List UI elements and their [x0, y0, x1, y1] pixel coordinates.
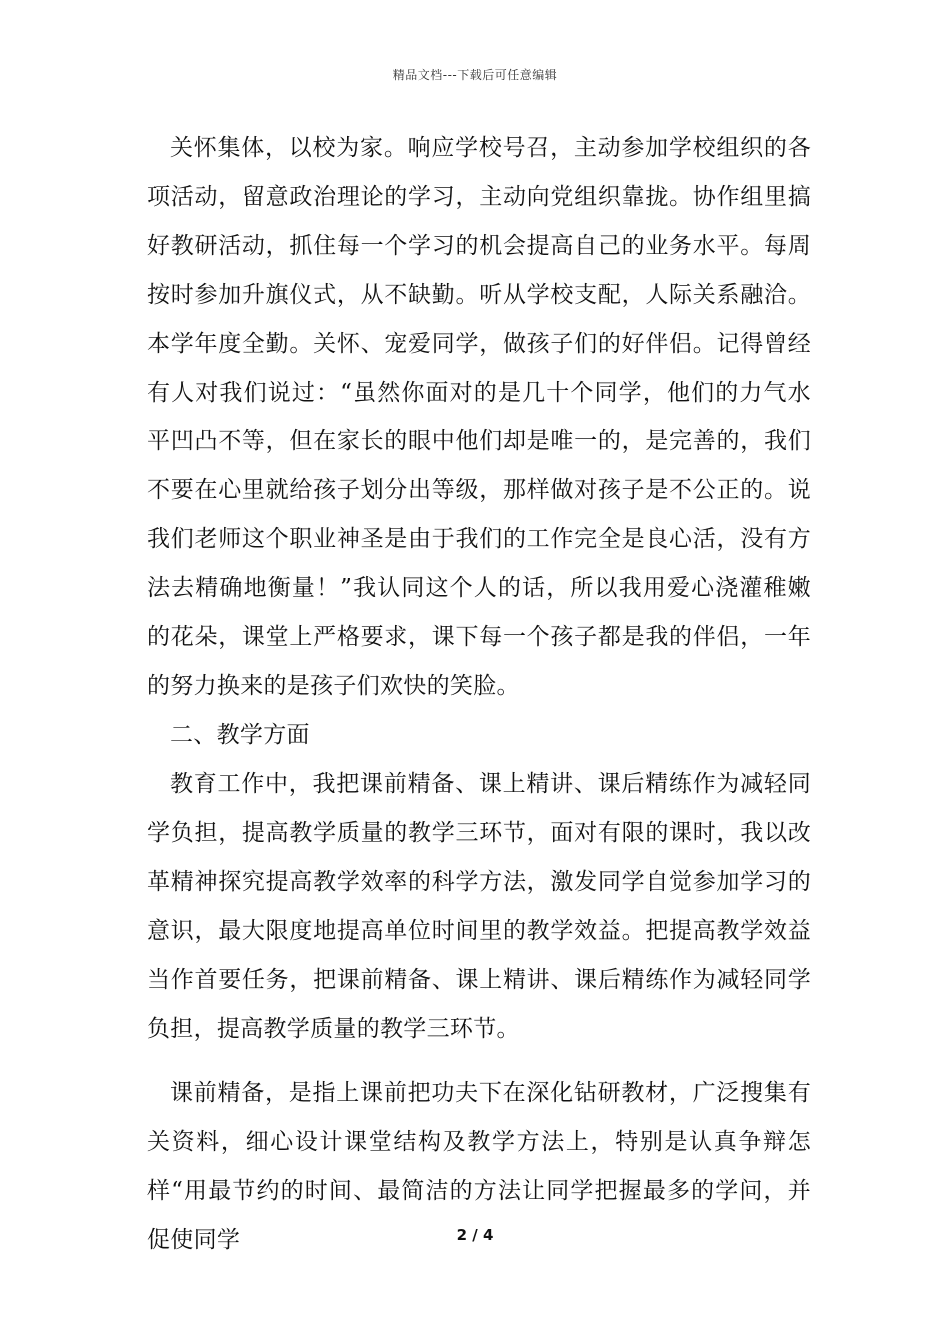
section-heading-teaching: 二、教学方面 [170, 722, 310, 748]
paragraph-lesson-preparation: 课前精备，是指上课前把功夫下在深化钻研教材，广泛搜集有关资料，细心设计课堂结构及教学方法上，特别是认真争辩怎样“用最节约的时间、最简洁的方法让同学把握最多的学问，并促使同学 [147, 1080, 811, 1253]
paragraph-collective: 关怀集体，以校为家。响应学校号召，主动参加学校组织的各项活动，留意政治理论的学习，主动向党组织靠拢。协作组里搞好教研活动，抓住每一个学习的机会提高自己的业务水平。每周按时参加升旗仪式，从不缺勤。听从学校支配，人际关系融洽。本学年度全勤。关怀、宠爱同学，做孩子们的好伴侣。记得曾经有人对我们说过：“虽然你面对的是几十个同学，他们的力气水平凹凸不等，但在家长的眼中他们却是唯一的，是完善的，我们不要在心里就给孩子划分出等级，那样做对孩子是不公正的。说我们老师这个职业神圣是由于我们的工作完全是良心活，没有方法去精确地衡量！”我认同这个人的话，所以我用爱心浇灌稚嫩的花朵，课堂上严格要求，课下每一个孩子都是我的伴侣，一年的努力换来的是孩子们欢快的笑脸。 [147, 135, 811, 699]
paragraph-teaching-work: 教育工作中，我把课前精备、课上精讲、课后精练作为减轻同学负担，提高教学质量的教学三环节，面对有限的课时，我以改革精神探究提高教学效率的科学方法，激发同学自觉参加学习的意识，最大限度地提高单位时间里的教学效益。把提高教学效益当作首要任务，把课前精备、课上精讲、课后精练作为减轻同学负担，提高教学质量的教学三环节。 [147, 771, 811, 1042]
page-number: 2 / 4 [456, 1226, 494, 1244]
page-header: 精品文档---下载后可任意编辑 [392, 68, 558, 82]
document-body [147, 124, 811, 1265]
